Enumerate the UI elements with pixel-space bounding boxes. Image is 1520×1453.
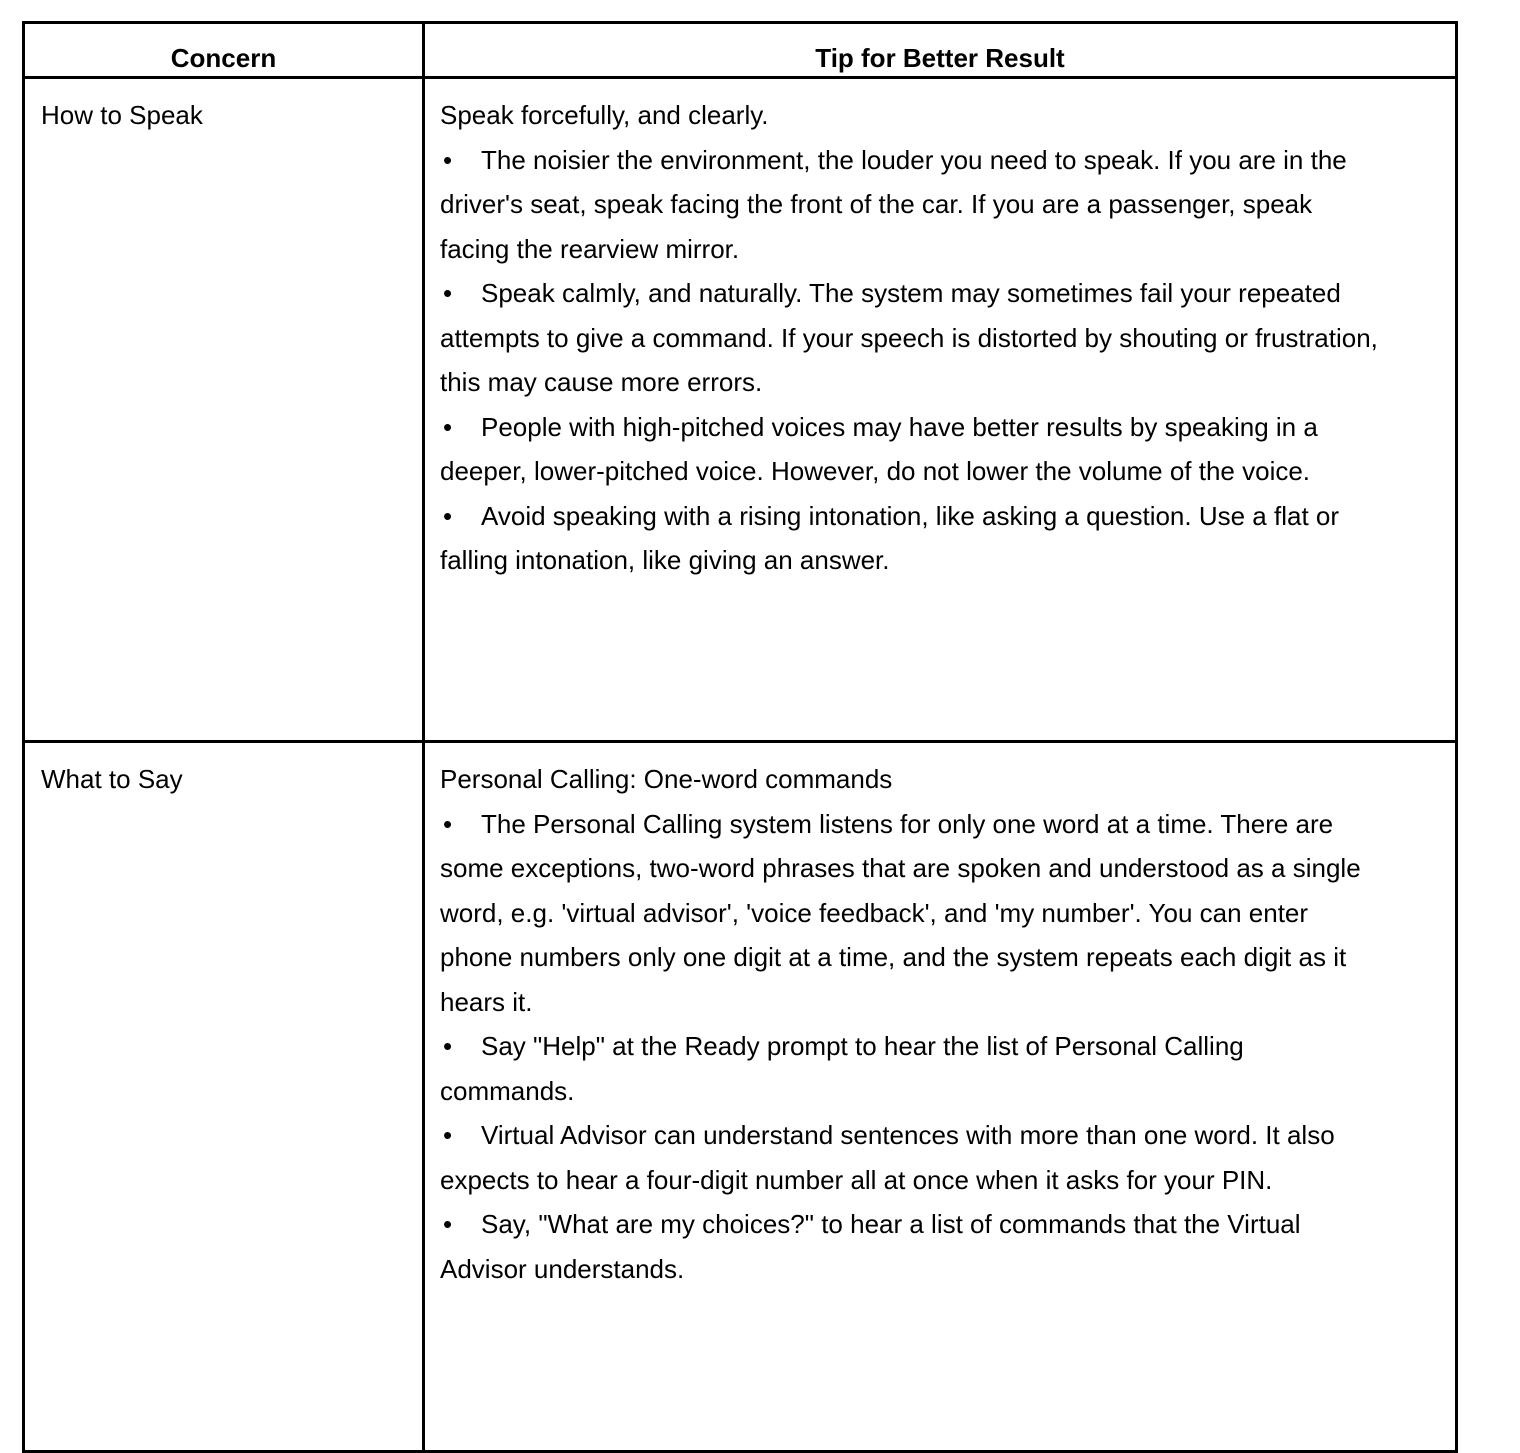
tip-intro: Personal Calling: One-word commands bbox=[440, 764, 893, 794]
tip-cell bbox=[424, 742, 1457, 1452]
tip-bullet-text: The Personal Calling system listens for only one word at a time. There are some exceptions, two-word phrases that are spoken and understood as a single word, e.g. 'virtual advisor', 'voice feedback', and 'my number'. You can enter phone numbers only one digit at a time, and the system repeats each digit as it hears it. bbox=[440, 808, 1361, 1017]
bullet-icon: • bbox=[443, 278, 453, 308]
bullet-icon: • bbox=[443, 808, 453, 839]
table-row bbox=[24, 78, 1457, 742]
tip-bullet bbox=[440, 271, 1385, 405]
tips-table bbox=[22, 21, 1458, 1453]
concern-cell: How to Speak bbox=[24, 78, 424, 742]
tip-bullet-text: Say "Help" at the Ready prompt to hear the list of Personal Calling commands. bbox=[440, 1031, 1244, 1106]
tip-bullet-text: Virtual Advisor can understand sentences with more than one word. It also expects to hear a four-digit number all at once when it asks for your PIN. bbox=[440, 1120, 1335, 1195]
header-tip: Tip for Better Result bbox=[424, 23, 1457, 78]
tip-bullet bbox=[440, 138, 1385, 272]
tip-bullet bbox=[440, 1024, 1385, 1113]
tip-bullet bbox=[440, 405, 1385, 494]
bullet-icon: • bbox=[443, 144, 453, 175]
table-row bbox=[24, 742, 1457, 1452]
bullet-icon: • bbox=[443, 1031, 453, 1061]
bullet-icon: • bbox=[443, 1120, 453, 1150]
tip-cell bbox=[424, 78, 1457, 742]
bullet-icon: • bbox=[443, 1209, 453, 1239]
tip-intro: Speak forcefully, and clearly. bbox=[440, 100, 769, 130]
tip-bullet-text: Say, "What are my choices?" to hear a list of commands that the Virtual Advisor understands. bbox=[440, 1209, 1301, 1284]
tip-bullet-text: Speak calmly, and naturally. The system may sometimes fail your repeated attempts to give a command. If your speech is distorted by shouting or frustration, this may cause more errors. bbox=[440, 278, 1378, 397]
tip-bullet bbox=[440, 1113, 1385, 1202]
tip-bullet-text: The noisier the environment, the louder you need to speak. If you are in the driver's seat, speak facing the front of the car. If you are a passenger, speak facing the rearview mirror. bbox=[440, 144, 1347, 264]
tip-bullet bbox=[440, 1202, 1385, 1291]
concern-cell: What to Say bbox=[24, 742, 424, 1452]
bullet-icon: • bbox=[443, 411, 453, 442]
header-concern: Concern bbox=[24, 23, 424, 78]
header-row bbox=[24, 23, 1457, 78]
tip-bullet bbox=[440, 494, 1385, 583]
bullet-icon: • bbox=[443, 500, 453, 531]
tip-bullet-text: Avoid speaking with a rising intonation, like asking a question. Use a flat or falling intonation, like giving an answer. bbox=[440, 500, 1340, 575]
tip-bullet bbox=[440, 802, 1385, 1025]
tip-bullet-text: People with high-pitched voices may have better results by speaking in a deeper, lower-pitched voice. However, do not lower the volume of the voice. bbox=[440, 411, 1318, 486]
